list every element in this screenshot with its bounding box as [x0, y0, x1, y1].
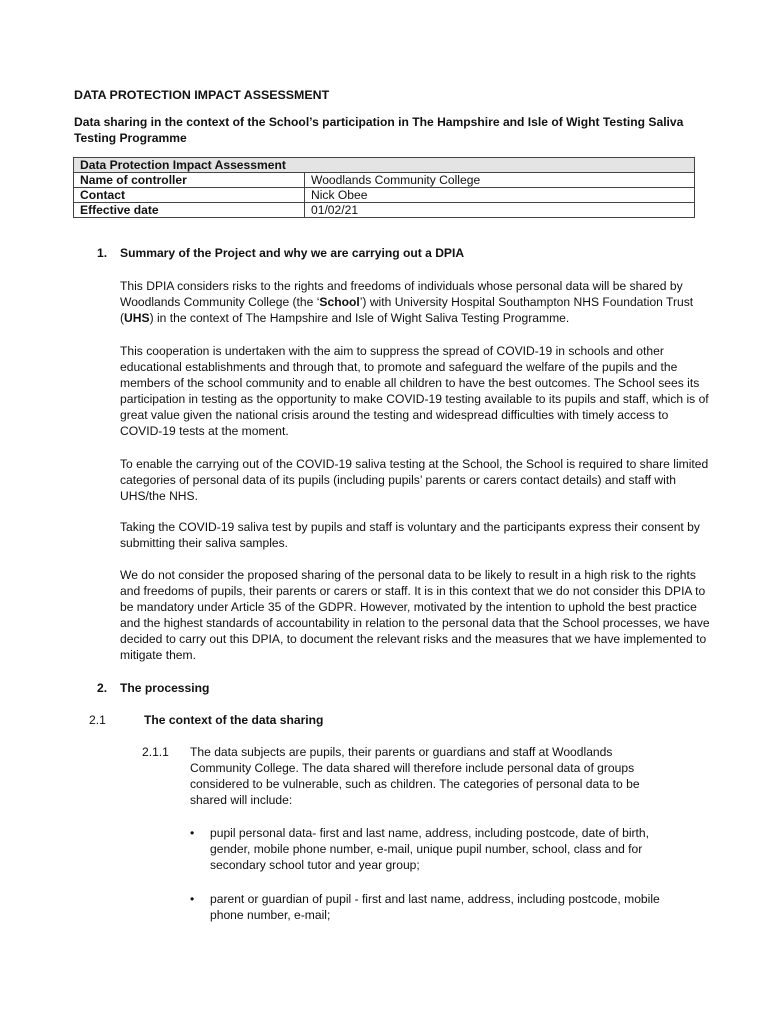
clause-text: The data subjects are pupils, their parents or guardians and staff at Woodlands Community College. The data shared will therefore include personal data of groups considered to be vulnerable, such as children. The categories of personal data to be shared will include: — [190, 745, 640, 807]
table-row — [74, 173, 695, 188]
section-1-heading — [97, 245, 464, 261]
table-label-contact: Contact — [74, 188, 305, 203]
bullet-icon: • — [190, 826, 195, 840]
section-1-paragraph-3: To enable the carrying out of the COVID-19 saliva testing at the School, the School is required to share limited categories of personal data of its pupils (including pupils’ parents or carers contact details) and staff with UHS/the NHS. — [120, 457, 709, 503]
table-value-contact: Nick Obee — [305, 188, 695, 203]
table-value-controller: Woodlands Community College — [305, 173, 695, 188]
table-row — [74, 203, 695, 218]
defined-term-uhs: UHS — [124, 311, 150, 325]
paragraph-text: This DPIA considers risks to the rights and freedoms of individuals whose personal data will be shared by Woodlands Community College (the ‘ — [120, 279, 683, 309]
bullet-icon: • — [190, 892, 195, 906]
section-2-heading — [97, 680, 209, 696]
section-1-paragraph-2: This cooperation is undertaken with the aim to suppress the spread of COVID-19 in schools and other educational establishments and through that, to promote and safeguard the welfare of the pupils and the members of the school community and to enable all children to have the best outcomes. The School sees its participation in testing as the opportunity to make COVID-19 testing available to its pupils and staff, which is of great value given the national crisis around the testing and widespread difficulties with timely access to COVID-19 tests at the moment. — [120, 344, 709, 438]
table-header-row — [74, 158, 695, 173]
section-2-1-number: 2.1 — [89, 713, 106, 727]
list-item-text: parent or guardian of pupil - first and last name, address, including postcode, mobile phone number, e-mail; — [210, 892, 660, 922]
clause-number: 2.1.1 — [142, 745, 169, 759]
table-label-effective-date: Effective date — [74, 203, 305, 218]
section-1-paragraph-1 — [120, 278, 710, 326]
defined-term-school: School — [319, 295, 360, 309]
section-2-number: 2. — [97, 681, 108, 695]
section-1-paragraph-5: We do not consider the proposed sharing of the personal data to be likely to result in a high risk to the rights and freedoms of pupils, their parents or carers or staff. It is in this context that we do not consider this DPIA to be mandatory under Article 35 of the GDPR. However, motivated by the intention to uphold the best practice and the highest standards of accountability in relation to the personal data that the School processes, we have decided to carry out this DPIA, to document the relevant risks and the measures that we have implemented to mitigate them. — [120, 568, 710, 662]
section-1-paragraph-4: Taking the COVID-19 saliva test by pupils and staff is voluntary and the participants express their consent by submitting their saliva samples. — [120, 520, 700, 550]
document-subtitle: Data sharing in the context of the School’s participation in The Hampshire and Isle of Wight Testing Saliva Testing Programme — [74, 115, 684, 145]
section-1-number: 1. — [97, 246, 108, 260]
table-header: Data Protection Impact Assessment — [74, 158, 695, 173]
paragraph-text: ) in the context of The Hampshire and Isle of Wight Saliva Testing Programme. — [149, 311, 570, 325]
section-1-title: Summary of the Project and why we are carrying out a DPIA — [120, 246, 465, 260]
list-item-text: pupil personal data- first and last name, address, including postcode, date of birth, gender, mobile phone number, e-mail, unique pupil number, school, class and for secondary school tutor and year group; — [210, 826, 649, 872]
table-value-effective-date: 01/02/21 — [305, 203, 695, 218]
table-label-controller: Name of controller — [74, 173, 305, 188]
section-2-title: The processing — [120, 681, 210, 695]
section-2-1-title: The context of the data sharing — [144, 713, 324, 727]
document-title: DATA PROTECTION IMPACT ASSESSMENT — [74, 88, 330, 102]
paragraph-text: ’) with University Hospital Southampton NHS Foundation Trust ( — [120, 295, 694, 325]
dpia-info-table — [73, 157, 695, 218]
table-row — [74, 188, 695, 203]
section-2-1-heading — [89, 712, 323, 728]
